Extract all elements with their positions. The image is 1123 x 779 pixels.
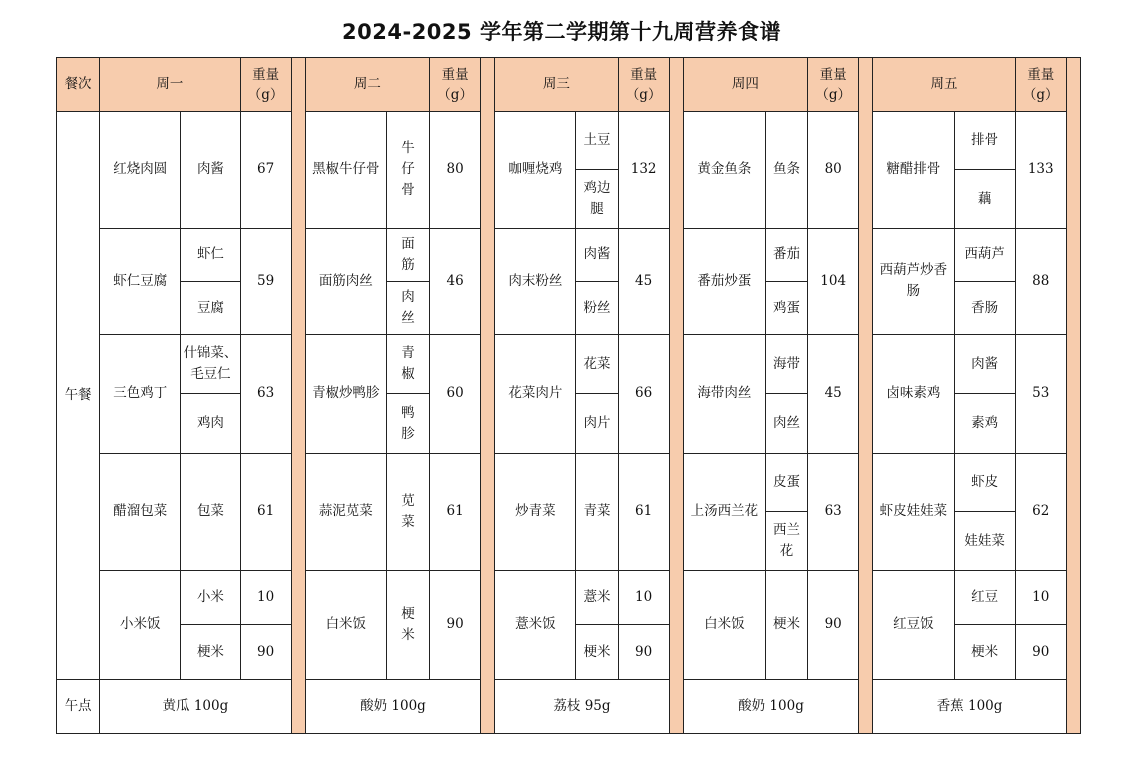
ingredient: 肉酱 (576, 228, 618, 281)
page-title: 2024-2025 学年第二学期第十九周营养食谱 (342, 20, 781, 44)
weight-value: 90 (808, 571, 859, 679)
dish-name: 黄金鱼条 (683, 112, 765, 229)
ingredient-text: 鸭胗 (401, 404, 415, 442)
ingredient-text: 面筋 (401, 235, 415, 273)
ingredient: 梗米 (576, 625, 618, 679)
ingredient (386, 228, 429, 281)
menu-table (56, 57, 1081, 734)
dish-name: 咖喱烧鸡 (495, 112, 576, 229)
ingredient (386, 571, 429, 679)
weight-value: 61 (430, 453, 481, 571)
dish-name: 番茄炒蛋 (683, 228, 765, 334)
weight-value: 88 (1015, 228, 1066, 334)
snack-item: 香蕉 100g (873, 679, 1067, 733)
dish-name: 面筋肉丝 (305, 228, 386, 334)
weight-value: 133 (1015, 112, 1066, 229)
snack-item: 荔枝 95g (495, 679, 669, 733)
column-divider (291, 58, 305, 734)
ingredient (386, 112, 429, 229)
weight-value: 61 (240, 453, 291, 571)
dish-name: 醋溜包菜 (100, 453, 181, 571)
ingredient: 青菜 (576, 453, 618, 571)
ingredient: 鸡边腿 (576, 170, 618, 228)
dish-name: 上汤西兰花 (683, 453, 765, 571)
snack-item: 酸奶 100g (683, 679, 858, 733)
ingredient: 花菜 (576, 335, 618, 394)
ingredient: 鸡肉 (181, 394, 240, 453)
dish-name: 卤味素鸡 (873, 335, 954, 454)
dish-name: 薏米饭 (495, 571, 576, 679)
ingredient: 番茄 (765, 228, 807, 281)
weight-value: 132 (618, 112, 669, 229)
dish-name: 海带肉丝 (683, 335, 765, 454)
weight-value: 63 (808, 453, 859, 571)
weight-value: 10 (1015, 571, 1066, 625)
dish-name: 青椒炒鸭胗 (305, 335, 386, 454)
ingredient: 薏米 (576, 571, 618, 625)
snack-item: 黄瓜 100g (100, 679, 292, 733)
weight-value: 63 (240, 335, 291, 454)
weight-value: 59 (240, 228, 291, 334)
dish-name: 红烧肉圆 (100, 112, 181, 229)
ingredient: 鸡蛋 (765, 281, 807, 334)
ingredient-text: 肉丝 (401, 289, 415, 327)
weight-value: 60 (430, 335, 481, 454)
ingredient (386, 281, 429, 334)
weight-header: 重量（g） (240, 58, 291, 112)
ingredient: 粉丝 (576, 281, 618, 334)
dish-name: 三色鸡丁 (100, 335, 181, 454)
weight-value: 45 (618, 228, 669, 334)
ingredient: 藕 (954, 170, 1015, 228)
dish-name: 虾仁豆腐 (100, 228, 181, 334)
ingredient: 虾皮 (954, 453, 1015, 511)
ingredient: 肉酱 (954, 335, 1015, 394)
ingredient: 梗米 (954, 625, 1015, 679)
ingredient: 虾仁 (181, 228, 240, 281)
ingredient: 娃娃菜 (954, 511, 1015, 570)
day-header: 周二 (305, 58, 429, 112)
weight-header: 重量（g） (808, 58, 859, 112)
ingredient: 土豆 (576, 112, 618, 170)
weight-value: 45 (808, 335, 859, 454)
weight-value: 10 (240, 571, 291, 625)
weight-value: 67 (240, 112, 291, 229)
weight-value: 80 (808, 112, 859, 229)
ingredient: 肉丝 (765, 394, 807, 453)
weight-value: 10 (618, 571, 669, 625)
day-header: 周五 (873, 58, 1015, 112)
ingredient: 西葫芦 (954, 228, 1015, 281)
dish-name: 白米饭 (305, 571, 386, 679)
dish-name: 蒜泥苋菜 (305, 453, 386, 571)
ingredient: 小米 (181, 571, 240, 625)
ingredient: 海带 (765, 335, 807, 394)
weight-value: 46 (430, 228, 481, 334)
ingredient: 素鸡 (954, 394, 1015, 453)
dish-name: 虾皮娃娃菜 (873, 453, 954, 571)
dish-name: 西葫芦炒香肠 (873, 228, 954, 334)
meal-label-snack: 午点 (57, 679, 100, 733)
weight-value: 53 (1015, 335, 1066, 454)
ingredient: 鱼条 (765, 112, 807, 229)
ingredient: 包菜 (181, 453, 240, 571)
ingredient: 香肠 (954, 281, 1015, 334)
ingredient (386, 394, 429, 453)
column-divider (669, 58, 683, 734)
ingredient-text: 牛仔骨 (401, 140, 415, 199)
ingredient: 红豆 (954, 571, 1015, 625)
weight-header: 重量（g） (430, 58, 481, 112)
ingredient: 梗米 (181, 625, 240, 679)
column-divider (481, 58, 495, 734)
ingredient-text: 苋菜 (401, 492, 415, 530)
dish-name: 肉末粉丝 (495, 228, 576, 334)
ingredient-text: 梗米 (401, 605, 415, 643)
ingredient: 皮蛋 (765, 453, 807, 511)
dish-name: 炒青菜 (495, 453, 576, 571)
weight-header: 重量（g） (618, 58, 669, 112)
weight-header: 重量（g） (1015, 58, 1066, 112)
meal-column-header: 餐次 (57, 58, 100, 112)
ingredient: 西兰花 (765, 511, 807, 570)
ingredient (386, 453, 429, 571)
dish-name: 黑椒牛仔骨 (305, 112, 386, 229)
column-divider (859, 58, 873, 734)
column-divider (1066, 58, 1080, 734)
snack-item: 酸奶 100g (305, 679, 481, 733)
ingredient: 梗米 (765, 571, 807, 679)
weight-value: 61 (618, 453, 669, 571)
day-header: 周一 (100, 58, 240, 112)
weight-value: 90 (430, 571, 481, 679)
ingredient-text: 青椒 (401, 345, 415, 383)
ingredient: 肉片 (576, 394, 618, 453)
weight-value: 90 (240, 625, 291, 679)
weight-value: 62 (1015, 453, 1066, 571)
ingredient: 肉酱 (181, 112, 240, 229)
weight-value: 90 (618, 625, 669, 679)
weight-value: 80 (430, 112, 481, 229)
meal-label-lunch: 午餐 (57, 112, 100, 679)
dish-name: 白米饭 (683, 571, 765, 679)
day-header: 周三 (495, 58, 618, 112)
dish-name: 红豆饭 (873, 571, 954, 679)
dish-name: 糖醋排骨 (873, 112, 954, 229)
weight-value: 90 (1015, 625, 1066, 679)
ingredient (386, 335, 429, 394)
dish-name: 花菜肉片 (495, 335, 576, 454)
ingredient: 排骨 (954, 112, 1015, 170)
day-header: 周四 (683, 58, 807, 112)
dish-name: 小米饭 (100, 571, 181, 679)
ingredient: 什锦菜、毛豆仁 (181, 335, 240, 394)
weight-value: 66 (618, 335, 669, 454)
ingredient: 豆腐 (181, 281, 240, 334)
weight-value: 104 (808, 228, 859, 334)
